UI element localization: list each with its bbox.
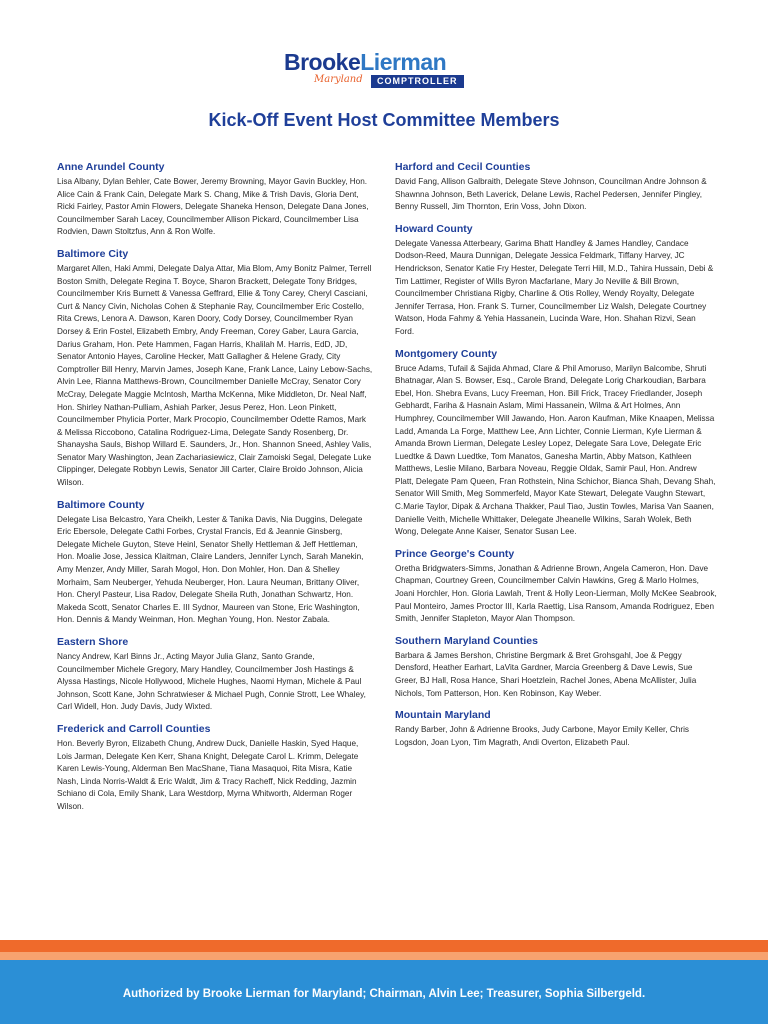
section-members: Lisa Albany, Dylan Behler, Cate Bower, Jeremy Browning, Mayor Gavin Buckley, Hon. Alice Cain & Frank Cain, Delegate Mark S. Chang, Mike & Trish Davis, Gloria Dent, Ricki Fairley, Pastor Amin Flowers, Delegate Shaneka Henson, Delegate Dana Jones, Councilmember Sarah Lacey, Councilmember Allison Pickard, Councilmember Lisa Rodvien, Dawn Stoltzfus, Ann & Ron Wolfe. — [57, 177, 369, 237]
section-members: Nancy Andrew, Karl Binns Jr., Acting Mayor Julia Glanz, Santo Grande, Councilmember Michele Gregory, Mary Handley, Councilmember Josh Hastings & Alyssa Hastings, Nicole Hollywood, Michele Hughes, Naomi Hyman, Michele & Paul Johnson, Scott Kane, John Schratwieser & Michael Pugh, Connie Strott, Lee Whaley, Carl Widell, Hon. Judy Davis, Judy Wixted. — [57, 652, 366, 712]
section-title: Anne Arundel County — [57, 161, 165, 173]
logo-wordmark — [284, 50, 446, 74]
logo-first-name: Brooke — [284, 49, 361, 75]
section-baltimore-city — [57, 247, 373, 490]
section-title: Montgomery County — [395, 347, 498, 360]
left-column — [57, 160, 373, 822]
section-title: Baltimore County — [57, 498, 145, 511]
section-title: Mountain Maryland — [395, 709, 491, 722]
right-column — [395, 160, 717, 757]
section-southern-maryland — [395, 634, 717, 700]
section-members: Hon. Beverly Byron, Elizabeth Chung, Andrew Duck, Danielle Haskin, Syed Haque, Lois Jarman, Delegate Ken Kerr, Shana Knight, Delegate Carol L. Krimm, Delegate Karen Lewis-Young, Alderman Ben MacShane, Tiana Masaquoi, Rita Misra, Katie Nash, Linda Norris-Waldt & Eric Waldt, Jim & Tracy Racheff, Nick Redding, Jazmin Schiano di Cola, Emily Shank, Lara Westdorp, Myrna Whitworth, Alderman Roger Wilson. — [57, 738, 359, 811]
section-harford-cecil — [395, 160, 717, 214]
section-members: David Fang, Allison Galbraith, Delegate Steve Johnson, Councilman Andre Johnson & Shawnna Johnson, Beth Laverick, Delane Lewis, Rachel Pedersen, Jennifer Pingley, Benny Russell, Jim Thornton, Erin Voss, John Dixon. — [395, 177, 707, 212]
campaign-logo — [284, 50, 484, 92]
section-title: Harford and Cecil Counties — [395, 161, 531, 173]
section-title: Howard County — [395, 222, 473, 235]
section-baltimore-county — [57, 498, 373, 627]
section-anne-arundel — [57, 160, 373, 239]
section-members: Margaret Allen, Haki Ammi, Delegate Dalya Attar, Mia Blom, Amy Bonitz Palmer, Terrell Boston Smith, Delegate Regina T. Boyce, Sharon Brackett, Delegate Tony Bridges, Councilmember Kris Burnett & Vanessa Geffrard, Ellie & Tony Carey, Cheryl Casciani, Curt & Nancy Civin, Nicholas Cohen & Stephanie Ray, Councilmember Eric Costello, Rita Crews, Lenora A. Dawson, Karen Doory, Cody Dorsey, Councilmember Ryan Dorsey & Erin Fostel, Elizabeth Embry, Andy Freeman, Corey Gaber, Laura Garcia, Darius Graham, Hon. Pete Hammen, Fagan Harris, Khalilah M. Harris, EdD, JD, Senator Antonio Hayes, Caroline Hecker, Matt Gallagher & Helene Grady, City Comptroller Bill Henry, Marvin James, Joseph Kane, Frank Lance, Lainy Lebow-Sachs, Alvin Lee, Rianna Matthews-Brown, Councilmember Danielle McCray, Senator Cory McCray, Delegate Maggie McIntosh, Martha McKenna, Mike Middleton, Dr. Neal Naff, Hon. Shirley Nathan-Pulliam, Ashiah Parker, Jesus Perez, Hon. Leon Pinkett, Councilmember Phylicia Porter, Mark Procopio, Councilmember Odette Ramos, Mark & Melissa Riccobono, Catalina Rodriguez-Lima, Delegate Sandy Rosenberg, Dr. Shanaysha Sauls, Bishop Willard E. Saunders, Jr., Hon. Shannon Sneed, Ashley Valis, Senator Mary Washington, Jean Zachariasiewicz, Clair Zamoiski Segal, Delegate Luke Clippinger, Delegate Robbyn Lewis, Senator Jill Carter, Claire Broido Johnson, Alicia Wilson. — [57, 263, 373, 488]
section-members: Oretha Bridgwaters-Simms, Jonathan & Adrienne Brown, Angela Cameron, Hon. Dave Chapman, Courtney Green, Councilmember Calvin Hawkins, Greg & Marlo Holmes, Joani Horchler, Hon. Gloria Lawlah, Trent & Holly Leon-Lierman, Molly McKee Seabrook, Paul Monteiro, James Proctor III, Karla Raettig, Lisa Ransom, Amanda Rodriguez, Eben Smith, Jennifer Stapleton, Mayor Alan Thompson. — [395, 563, 717, 624]
logo-tag-comptroller: COMPTROLLER — [371, 75, 464, 88]
section-members: Delegate Vanessa Atterbeary, Garima Bhatt Handley & James Handley, Candace Dodson-Reed, Maura Dunnigan, Delegate Jessica Feldmark, Tiffany Harvey, JC Hendrickson, Senator Katie Fry Hester, Delegate Terri Hill, M.D., Tahira Hussain, Debi & Tim Lattimer, Register of Wills Byron Macfarlane, Mary Jo Neville & Bill Brown, Councilmember Christiana Rigby, Charline & Otis Rolley, Wendy Royalty, Delegate Jennifer Terrasa, Hon. Frank S. Turner, Councilmember Liz Walsh, Delegate Courtney Watson, Hoda Fahmy & Yehia Hassanein, Lucinda Ware, Hon. Shahan Rizvi, Sean Ford. — [395, 238, 714, 336]
section-mountain-maryland — [395, 708, 717, 749]
section-members: Delegate Lisa Belcastro, Yara Cheikh, Lester & Tanika Davis, Nia Duggins, Delegate Eric Ebersole, Delegate Cathi Forbes, Crystal Francis, Ed & Jeannie Ginsberg, Delegate Michele Guyton, Steve Heinl, Senator Shelly Hettleman & Jeff Hettleman, Hon. Moalie Jose, Jessica Klaitman, Claire Landers, Jennifer Lynch, Sarah Manekin, Amy Menzer, Andy Miller, Sarah Mogol, Hon. Don Mohler, Hon. Dan & Shelley Morhaim, Sam Neuberger, Yehuda Neuberger, Hon. Laura Neuman, Brittany Oliver, Hon. Cheryl Pasteur, Lisa Radov, Delegate Sheila Ruth, Jonathan Schwartz, Hon. Makeda Scott, Senator Charles E. III Sydnor, Maureen van Stone, Eric Washington, Hon. Dennis & Mandy Weinman, Hon. Meghan Young, Hon. Nestor Zabala. — [57, 514, 364, 625]
logo-script-maryland: Maryland — [314, 74, 363, 85]
section-frederick-carroll — [57, 722, 373, 814]
section-members: Bruce Adams, Tufail & Sajida Ahmad, Clare & Phil Amoruso, Marilyn Balcombe, Shruti Bhatnagar, Alan S. Bowser, Esq., Carole Brand, Delegate Lorig Charkoudian, Barbara Ebel, Hon. Shebra Evans, Lucy Freeman, Hon. Bill Frick, Tracey Friedlander, Joseph Gebhardt, Fariha & Hasnain Aslam, Mimi Hassanein, Wilma & Art Holmes, Ann Humphrey, Councilmember Will Jawando, Hon. Aaron Kaufman, Mike Knaapen, Melissa Ladd, Amanda La Forge, Matthew Lee, Ann Lichter, Connie Lierman, Kyle Lierman & Amanda Brown Lierman, Delegate Lesley Lopez, Delegate Sara Love, Delegate Eric Luedtke & Dawn Luedtke, Tom Manatos, Ganesha Martin, Abby Matson, Kathleen Matthews, Leslie Milano, Barbara Noveau, Reggie Oldak, Samir Paul, Hon. Andrew Platt, Delegate Pam Queen, Fran Rothstein, Nina Schichor, Bianca Shah, Devang Shah, Senator Will Smith, Meg Sommerfeld, Mayor Kate Stewart, Delegate Vaughn Stewart, C.Marie Taylor, Dipak & Archana Thakker, Paul Tiao, Justin Towles, Marisa Van Saanen, Danielle Veith, Michelle Whittaker, Delegate Jheanelle Wilkins, Sarah Wolek, Beth Wong, Delegate Anne Kaiser, Senator Susan Lee. — [395, 363, 716, 537]
footer-orange-accent-stripe — [0, 952, 768, 960]
page-title: Kick-Off Event Host Committee Members — [208, 110, 560, 130]
footer-disclaimer: Authorized by Brooke Lierman for Maryland; Chairman, Alvin Lee; Treasurer, Sophia Silbergeld. — [122, 988, 646, 1000]
logo-last-name: Lierman — [360, 49, 447, 75]
section-title: Baltimore City — [57, 247, 129, 260]
section-title: Eastern Shore — [57, 636, 129, 648]
section-howard — [395, 222, 717, 339]
section-montgomery — [395, 347, 717, 539]
section-title: Southern Maryland Counties — [395, 634, 538, 647]
section-members: Barbara & James Bershon, Christine Bergmark & Bret Grohsgahl, Joe & Peggy Densford, Heather Earhart, LaVita Gardner, Marcia Greenberg & Dave Lewis, Sue Greer, BJ Hall, Rosa Hance, Shari Hoetzlein, Rachel Jones, Abena McAllister, Julia Nichols, Tom Patterson, Hon. Ken Robinson, Kay Weber. — [395, 650, 697, 698]
section-title: Frederick and Carroll Counties — [57, 722, 211, 735]
section-members: Randy Barber, John & Adrienne Brooks, Judy Carbone, Mayor Emily Keller, Chris Logsdon, Joan Lyon, Tim Magrath, Andi Overton, Elizabeth Paul. — [395, 725, 689, 747]
section-prince-georges — [395, 547, 717, 626]
section-eastern-shore — [57, 635, 373, 714]
section-title: Prince George's County — [395, 547, 515, 560]
